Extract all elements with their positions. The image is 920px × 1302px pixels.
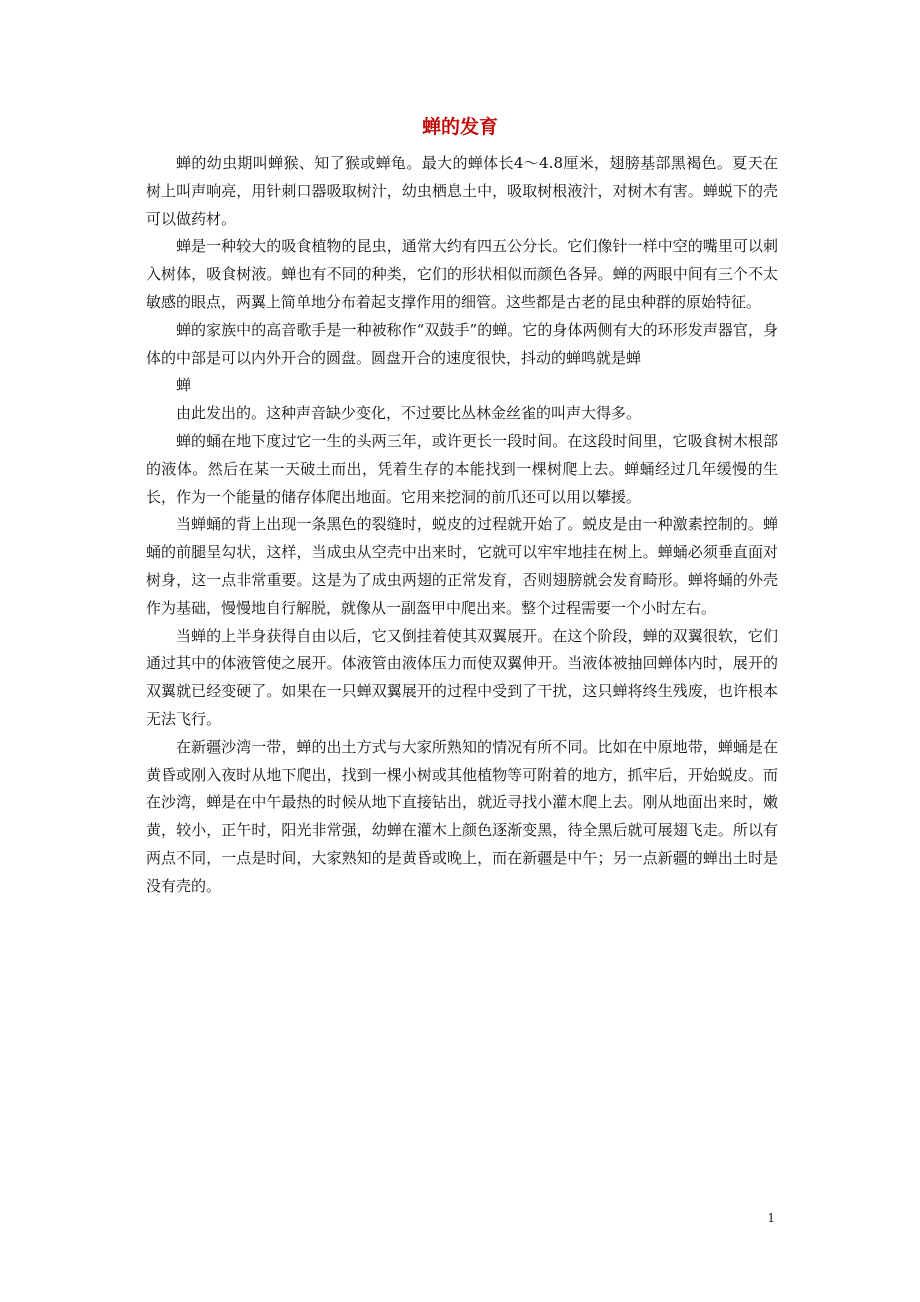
paragraph-9: 在新疆沙湾一带，蝉的出土方式与大家所熟知的情况有所不同。比如在中原地带，蝉蛹是在黄昏或刚入夜时从地下爬出，找到一棵小树或其他植物等可附着的地方，抓牢后，开始蜕皮。而在沙湾，蝉是在中午最热的时候从地下直接钻出，就近寻找小灌木爬上去。刚从地面出来时，嫩黄，较小，正午时，阳光非常强，幼蝉在灌木上颜色逐渐变黑，待全黑后就可展翅飞走。所以有两点不同，一点是时间，大家熟知的是黄昏或晚上，而在新疆是中午；另一点新疆的蝉出土时是没有壳的。 [146, 737, 778, 895]
paragraph-4: 蝉 [176, 376, 192, 395]
paragraph-1: 蝉的幼虫期叫蝉猴、知了猴或蝉龟。最大的蝉体长4～4.8厘米，翅膀基部黑褐色。夏天在树上叫声响亮，用针刺口器吸取树汁，幼虫栖息土中，吸取树根液汁，对树木有害。蝉蜕下的壳可以做药材。 [146, 154, 778, 228]
page-number: 1 [767, 1211, 775, 1225]
paragraph-5: 由此发出的。这种声音缺少变化，不过要比丛林金丝雀的叫声大得多。 [176, 404, 642, 423]
paragraph-7: 当蝉蛹的背上出现一条黑色的裂缝时，蜕皮的过程就开始了。蜕皮是由一种激素控制的。蝉蛹的前腿呈勾状，这样，当成虫从空壳中出来时，它就可以牢牢地挂在树上。蝉蛹必须垂直面对树身，这一点非常重要。这是为了成虫两翅的正常发育，否则翅膀就会发育畸形。蝉将蛹的外壳作为基础，慢慢地自行解脱，就像从一副盔甲中爬出来。整个过程需要一个小时左右。 [146, 515, 778, 617]
paragraph-2: 蝉是一种较大的吸食植物的昆虫，通常大约有四五公分长。它们像针一样中空的嘴里可以刺入树体，吸食树液。蝉也有不同的种类，它们的形状相似而颜色各异。蝉的两眼中间有三个不太敏感的眼点，两翼上简单地分布着起支撑作用的细管。这些都是古老的昆虫种群的原始特征。 [146, 237, 778, 311]
document-title: 蝉的发育 [421, 116, 498, 138]
paragraph-8: 当蝉的上半身获得自由以后，它又倒挂着使其双翼展开。在这个阶段，蝉的双翼很软，它们通过其中的体液管使之展开。体液管由液体压力而使双翼伸开。当液体被抽回蝉体内时，展开的双翼就已经变硬了。如果在一只蝉双翼展开的过程中受到了干扰，这只蝉将终生残废，也许根本无法飞行。 [146, 626, 778, 728]
paragraph-3: 蝉的家族中的高音歌手是一种被称作“双鼓手”的蝉。它的身体两侧有大的环形发声器官，身体的中部是可以内外开合的圆盘。圆盘开合的速度很快，抖动的蝉鸣就是蝉 [146, 320, 778, 367]
document-body [146, 150, 778, 901]
paragraph-6: 蝉的蛹在地下度过它一生的头两三年，或许更长一段时间。在这段时间里，它吸食树木根部的液体。然后在某一天破土而出，凭着生存的本能找到一棵树爬上去。蝉蛹经过几年缓慢的生长，作为一个能量的储存体爬出地面。它用来挖洞的前爪还可以用以攀援。 [146, 431, 778, 506]
